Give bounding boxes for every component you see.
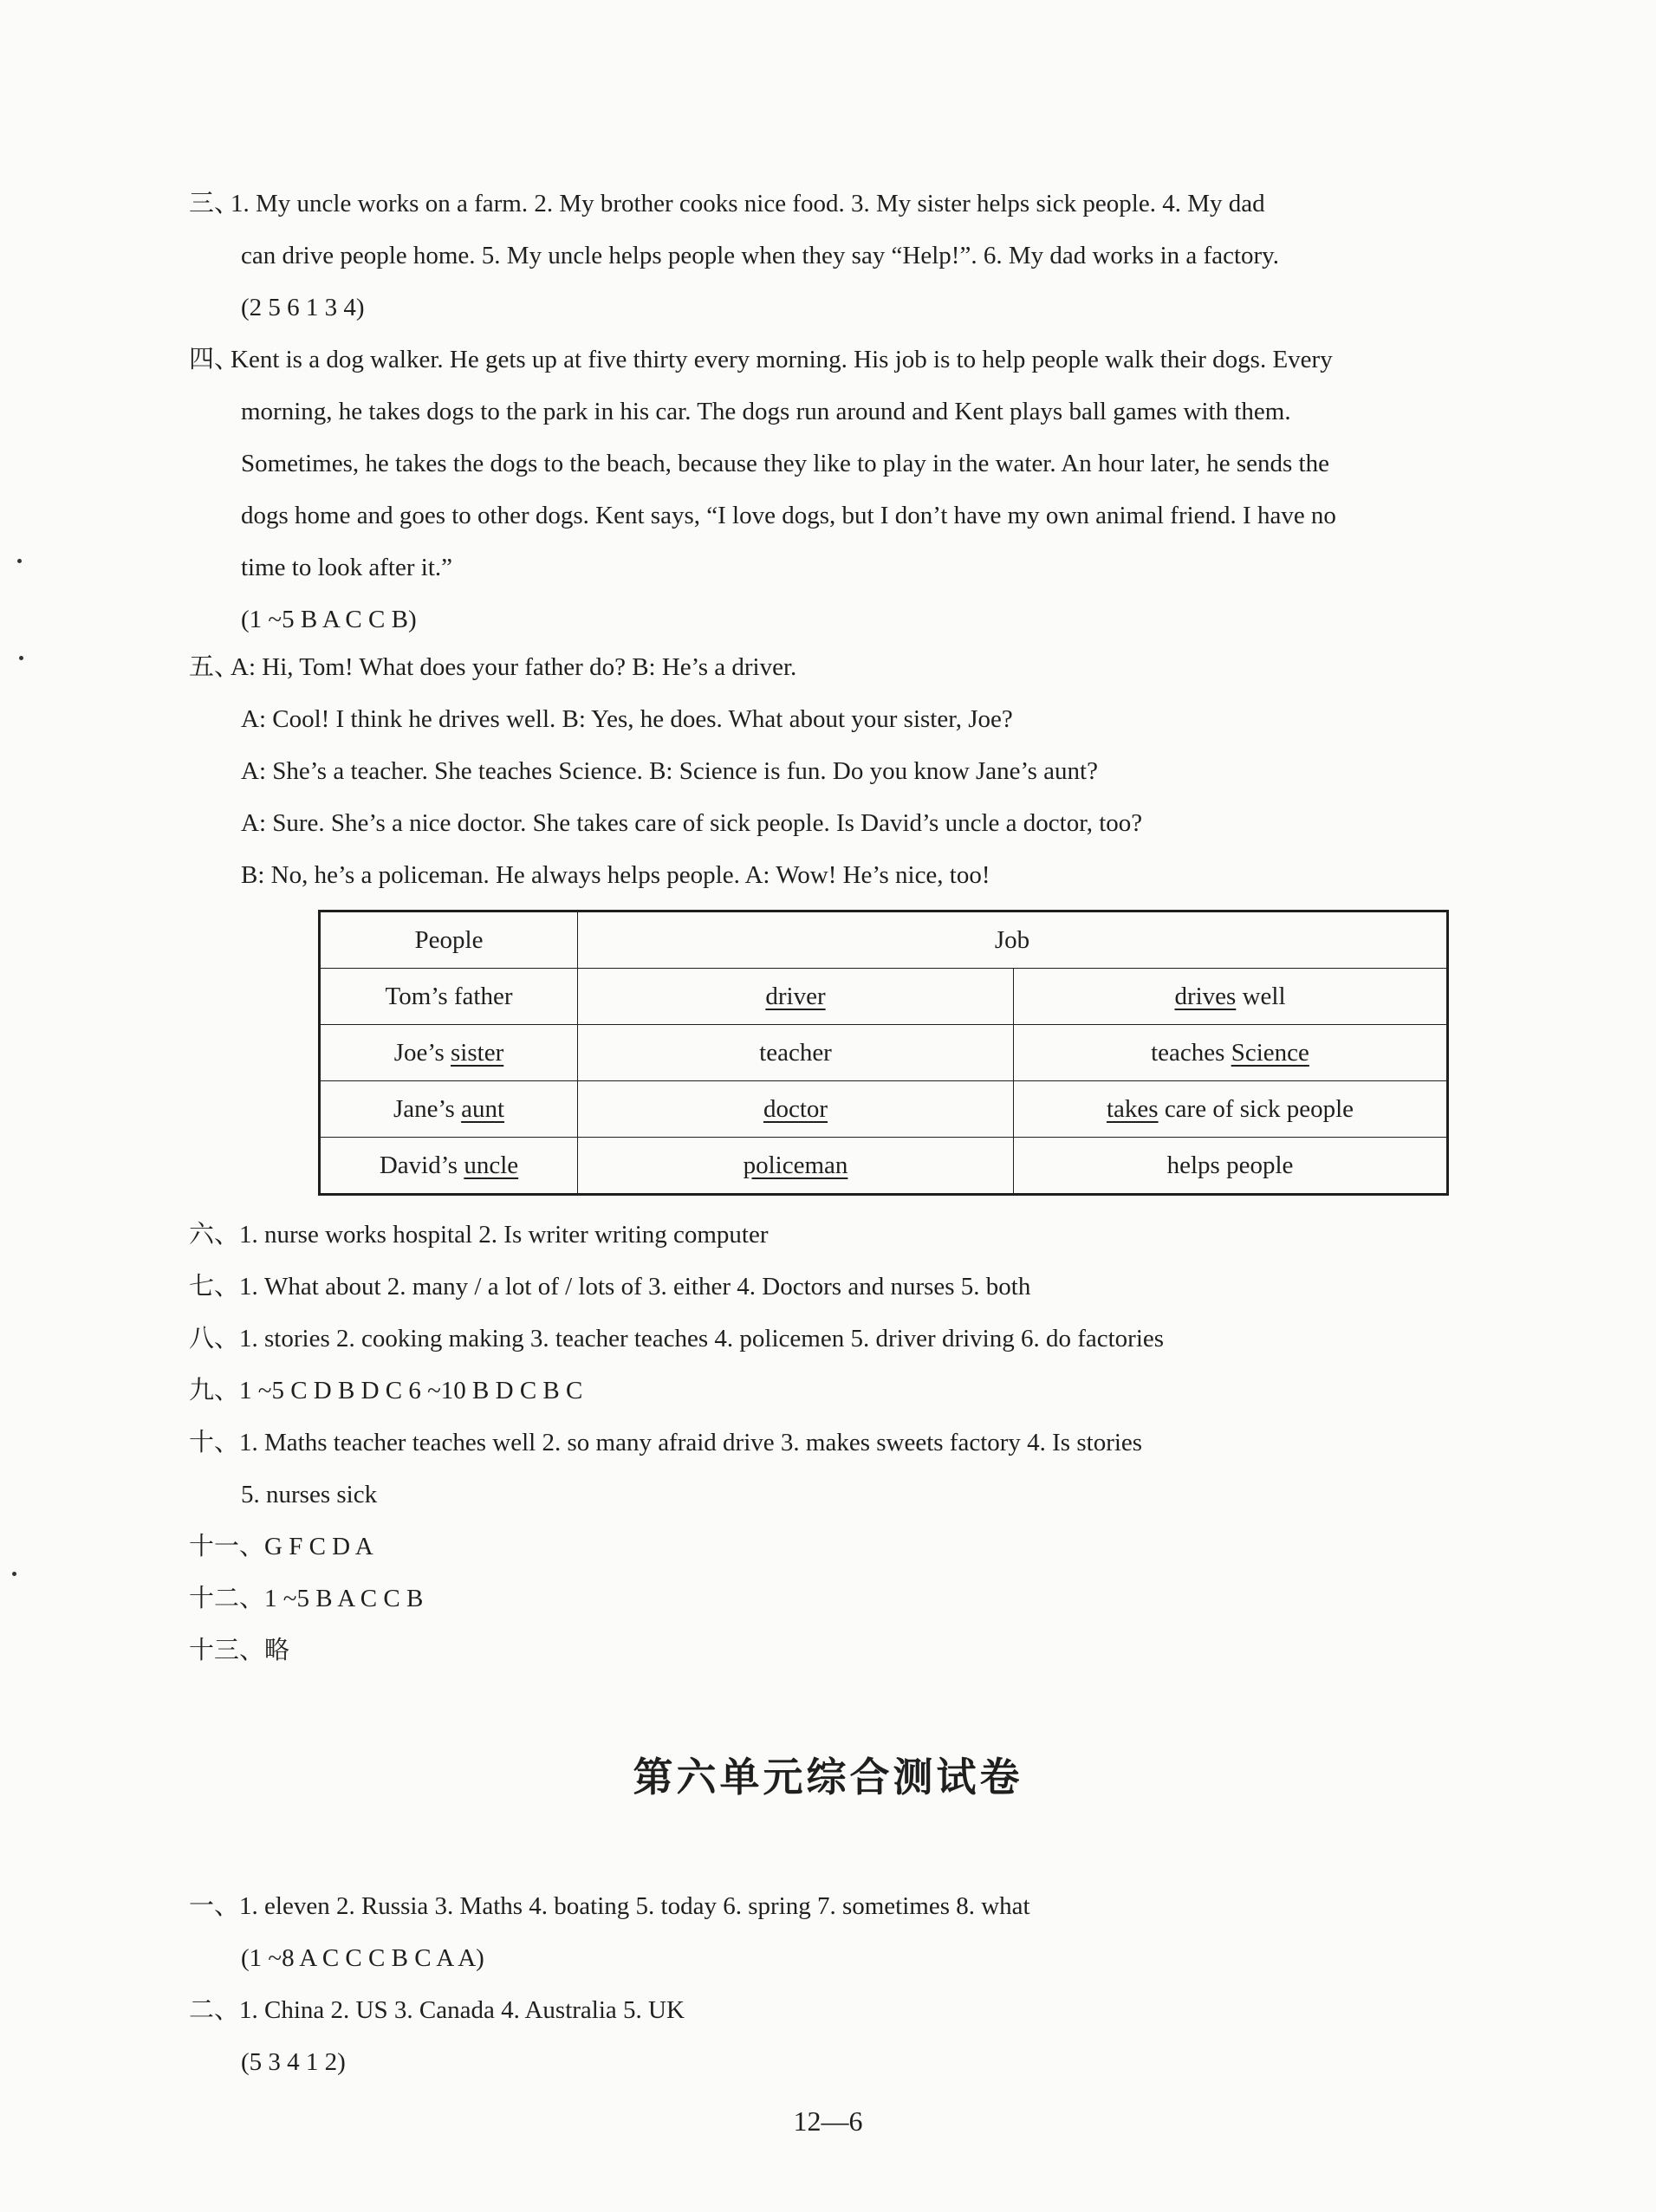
scan-speck — [17, 559, 22, 563]
job-cell: doctor — [578, 1081, 1014, 1138]
answer-line: 十、1. Maths teacher teaches well 2. so many afraid drive 3. makes sweets factory 4. Is stories — [189, 1429, 1143, 1456]
answer-line: 十二、1 ~5 B A C C B — [189, 1585, 424, 1612]
section-8 — [189, 1313, 1541, 1365]
header-people: People — [320, 911, 578, 969]
scan-speck — [19, 656, 23, 660]
section-7 — [189, 1261, 1541, 1313]
people-cell: Joe’s sister — [320, 1025, 578, 1081]
dialogue-line: A: Cool! I think he drives well. B: Yes, he does. What about your sister, Joe? — [241, 705, 1013, 733]
job-detail-cell: helps people — [1014, 1138, 1448, 1195]
job-cell: policeman — [578, 1138, 1014, 1195]
answer-line: 六、1. nurse works hospital 2. Is writer writing computer — [189, 1221, 769, 1249]
text-line: dogs home and goes to other dogs. Kent says, “I love dogs, but I don’t have my own animal friend. I have no — [241, 502, 1336, 529]
text-line: 1. My uncle works on a farm. 2. My brother cooks nice food. 3. My sister helps sick people. 4. My dad — [231, 190, 1265, 217]
job-cell: teacher — [578, 1025, 1014, 1081]
text-line: can drive people home. 5. My uncle helps people when they say “Help!”. 6. My dad works in a factory. — [241, 242, 1280, 269]
page-number: 12—6 — [793, 2105, 863, 2137]
section-12 — [189, 1573, 1541, 1625]
table-row — [320, 1081, 1448, 1138]
answer-line: 5. nurses sick — [241, 1481, 378, 1508]
answer-line: 二、1. China 2. US 3. Canada 4. Australia 5. UK — [189, 1996, 685, 2024]
people-cell: Tom’s father — [320, 969, 578, 1025]
section-9 — [189, 1365, 1541, 1417]
section-4 — [189, 334, 1541, 645]
scan-speck — [12, 1572, 16, 1576]
text-line: Kent is a dog walker. He gets up at five thirty every morning. His job is to help people walk their dogs. Every — [231, 346, 1333, 373]
section-marker: 五、 — [189, 653, 240, 681]
text-line: (1 ~5 B A C C B) — [241, 606, 417, 633]
answer-line: (1 ~8 A C C C B C A A) — [241, 1944, 484, 1972]
people-cell: Jane’s aunt — [320, 1081, 578, 1138]
dialogue-line: A: Sure. She’s a nice doctor. She takes care of sick people. Is David’s uncle a doctor, too? — [241, 809, 1143, 837]
table-row — [320, 1025, 1448, 1081]
answer-line: 七、1. What about 2. many / a lot of / lots of 3. either 4. Doctors and nurses 5. both — [189, 1273, 1031, 1301]
answer-line: 八、1. stories 2. cooking making 3. teacher teaches 4. policemen 5. driver driving 6. do factories — [189, 1325, 1165, 1352]
job-cell: driver — [578, 969, 1014, 1025]
table-row — [320, 1138, 1448, 1195]
section-13 — [189, 1625, 1541, 1677]
dialogue-line: A: Hi, Tom! What does your father do? B: He’s a driver. — [231, 653, 797, 681]
section-marker: 四、 — [189, 346, 240, 373]
unit6-section-1 — [189, 1880, 1541, 1984]
answer-line: 九、1 ~5 C D B D C 6 ~10 B D C B C — [189, 1377, 583, 1404]
section-10 — [189, 1417, 1541, 1521]
section-marker: 三、 — [189, 190, 240, 217]
answer-line: 十一、G F C D A — [189, 1533, 373, 1560]
section-11 — [189, 1521, 1541, 1573]
text-line: morning, he takes dogs to the park in his car. The dogs run around and Kent plays ball games with them. — [241, 398, 1291, 425]
answer-line: (5 3 4 1 2) — [241, 2048, 346, 2076]
job-detail-cell: takes care of sick people — [1014, 1081, 1448, 1138]
dialogue-line: A: She’s a teacher. She teaches Science. B: Science is fun. Do you know Jane’s aunt? — [241, 757, 1098, 785]
section-3 — [189, 178, 1541, 334]
people-job-table — [318, 910, 1449, 1196]
job-detail-cell: drives well — [1014, 969, 1448, 1025]
unit6-section-2 — [189, 1984, 1541, 2088]
table-header-row — [320, 911, 1448, 969]
section-5 — [189, 641, 1541, 901]
text-line: time to look after it.” — [241, 554, 453, 581]
section-6 — [189, 1209, 1541, 1261]
dialogue-line: B: No, he’s a policeman. He always helps people. A: Wow! He’s nice, too! — [241, 861, 990, 889]
answer-line: 十三、略 — [189, 1637, 290, 1664]
answer-line: 一、1. eleven 2. Russia 3. Maths 4. boating 5. today 6. spring 7. sometimes 8. what — [189, 1892, 1030, 1920]
people-cell: David’s uncle — [320, 1138, 578, 1195]
job-detail-cell: teaches Science — [1014, 1025, 1448, 1081]
table-row — [320, 969, 1448, 1025]
unit-title: 第六单元综合测试卷 — [633, 1755, 1023, 1800]
text-line: Sometimes, he takes the dogs to the beach, because they like to play in the water. An hour later, he sends the — [241, 450, 1329, 477]
text-line: (2 5 6 1 3 4) — [241, 294, 365, 321]
header-job: Job — [578, 911, 1448, 969]
